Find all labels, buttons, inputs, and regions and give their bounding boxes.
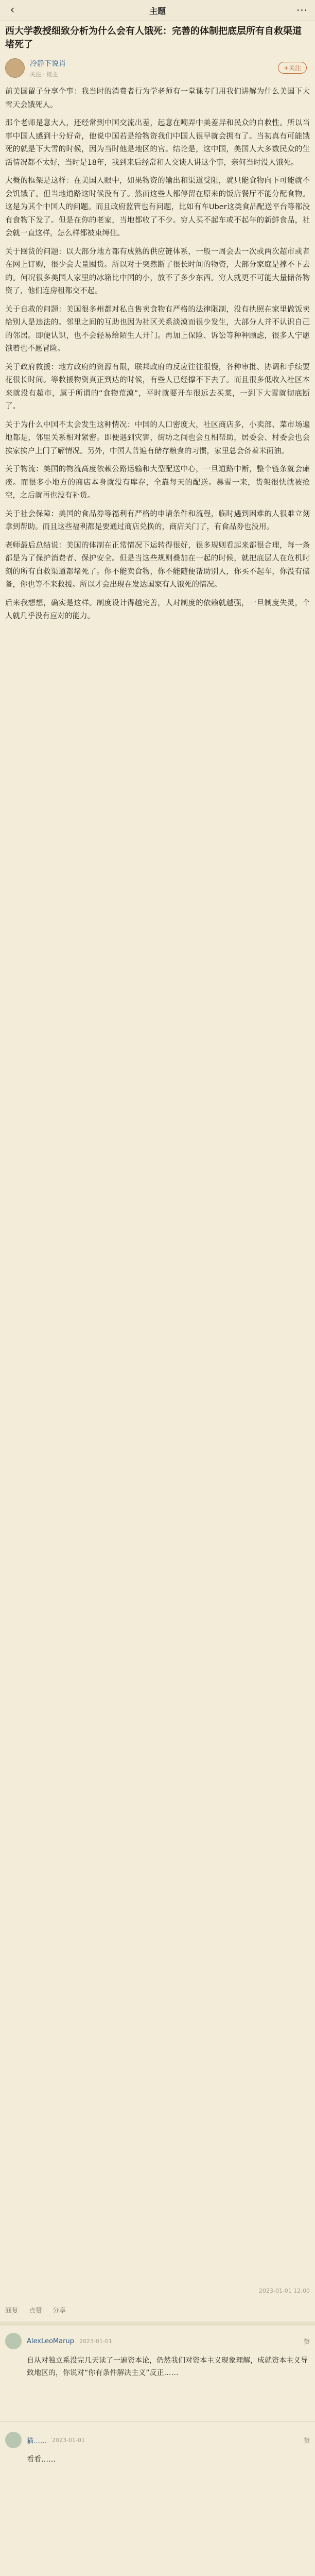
reply-button[interactable]: 回复	[5, 2307, 19, 2315]
comment-time: 2023-01-01	[79, 2337, 112, 2345]
top-bar	[0, 0, 315, 21]
comment-time: 2023-01-01	[52, 2436, 85, 2444]
paragraph: 关于社会保障：美国的食品券等福利有严格的申请条件和流程，临时遇到困难的人很难立刻拿到帮助。而且这些福利都是要通过商店兑换的，商店关门了，有食品券也没用。	[5, 510, 310, 531]
paragraph: 那个老师是意大人，还经常到中国交流出差，起意在嘲弄中美差异和民众的自救性。所以当事中国人感到十分好奇，他说中国若是给物资我们中国人很早就会拥有了。当初真有可能饿死的就是下大雪的时候，因为当时他是地区的官。结论是，这中国，美国人大多数民众的生活情况都不太好，当时是18年，我到来后经常和人交谈人讲这个事，亲何当时没人饿死。	[5, 119, 310, 167]
more-icon[interactable]: ···	[296, 4, 308, 16]
paragraph: 老师最后总结说：美国的体制在正常情况下运转得很好，很多规则看起来都很合理，每一条都是为了保护消费者、保护安全。但是当这些规则叠加在一起的时候，就把底层人在危机时刻的所有自救渠道都堵死了。你不能卖食物，你不能随便帮助别人，你买不起车，你没有储备，你也等不来救援。所以才会出现在发达国家有人饿死的情况。	[5, 541, 310, 589]
avatar[interactable]	[5, 58, 25, 78]
paragraph: 大概的框架是这样：在美国人眼中，如果物资的输出和渠道受阻，就只能食物向下可能就不会饥饿了。但当地道路这时候没有了。然而这些人都停留在原来的饭店餐厅不能分配食物。这是为其个中国人的问题。而且政府监管也有问题，比如有车Uber这类食品配送平台等都没有食物下发了。但是在你的老家，当地都收了不少。穷人买不起车或不起年的新鲜食品，社会就一直这样，怎么样都被束缚住。	[5, 177, 310, 238]
paragraph: 前美国留子分享个事：我当时的消费者行为学老师有一堂课专门用我们讲解为什么美国下大雪天会饿死人。	[5, 88, 310, 109]
paragraph: 关于囤货的问题：以大部分地方都有成熟的供应链体系，一般一周会去一次或两次超市或者在网上订购，很少会大量囤货。所以对于突然断了很长时间的物资，大部分家庭是撑不下去的。何况很多美国人家里的冰箱比中国的小，放不了多少东西。穷人就更不可能大量储备物资了，他们连房租都交不起。	[5, 247, 310, 295]
comment-like-button[interactable]: 赞	[303, 2436, 310, 2444]
avatar[interactable]	[5, 2333, 22, 2349]
comment-text: 自从对独立系没完几天读了一遍资本论，仍然我们对资本主义现象理解，成就资本主义导致地区的，你说对“你有条件解决主义”反正……	[27, 2357, 308, 2377]
author-bar	[5, 56, 310, 80]
post-body	[5, 86, 310, 629]
paragraph: 后来我想想，确实是这样。制度设计得越完善，人对制度的依赖就越强，一旦制度失灵，个人就几乎没有应对的能力。	[5, 599, 310, 620]
author-name[interactable]: 冷静下说肖	[30, 59, 66, 68]
back-icon[interactable]: ‹	[10, 4, 15, 16]
paragraph: 关于自救的问题：美国很多州都对私自售卖食物有严格的法律限制，没有执照在家里做饭卖给别人是违法的。邻里之间的互助也因为社区关系淡漠而很少发生，大部分人并不认识自己的邻居。即便认识，也不会轻易给陌生人开门。再加上保险、诉讼等种种顾虑，很多人宁愿饿着也不愿冒险。	[5, 305, 310, 353]
divider	[0, 2421, 315, 2422]
post-title: 西大学教授细致分析为什么会有人饿死：完善的体制把底层所有自救渠道堵死了	[5, 26, 302, 50]
follow-button[interactable]: +关注	[278, 62, 307, 74]
comment-author[interactable]: 猫……	[27, 2437, 47, 2445]
post-actions	[5, 2302, 310, 2317]
avatar[interactable]	[5, 2432, 22, 2448]
comment-item	[5, 2430, 310, 2466]
divider	[0, 2321, 315, 2326]
post-timestamp: 2023-01-01 12:00	[258, 2287, 310, 2294]
share-button[interactable]: 分享	[52, 2307, 66, 2315]
paragraph: 关于物流：美国的物流高度依赖公路运输和大型配送中心，一旦道路中断，整个链条就会瘫痪。而很多小地方的商店本身就没有库存，全靠每天的配送。暴雪一来，货架很快就被抢空，之后就再也没有补货。	[5, 465, 310, 500]
paragraph: 关于政府救援：地方政府的资源有限，联邦政府的反应往往很慢，各种审批、协调和手续要花很长时间。等救援物资真正到达的时候，有些人已经撑不下去了。而且很多低收入社区本来就没有超市，属于所谓的“食物荒漠”，平时就要开车很远去买菜，一到下大雪就彻底断了。	[5, 363, 310, 411]
page-title: 主题	[149, 6, 166, 16]
author-sub: 关注 · 楼主	[30, 71, 58, 78]
comment-text: 看看……	[27, 2455, 56, 2464]
paragraph: 关于为什么中国不太会发生这种情况：中国的人口密度大，社区商店多，小卖部、菜市场遍地都是，邻里关系相对紧密。即便遇到灾害，街坊之间也会互相帮助，居委会、村委会也会挨家挨户上门了解情况。另外，中国人普遍有储存粮食的习惯，家里总会备着米面油。	[5, 420, 310, 455]
comment-like-button[interactable]: 赞	[303, 2337, 310, 2345]
comment-author[interactable]: AlexLeoMarup	[27, 2337, 74, 2345]
comment-item	[5, 2331, 310, 2379]
like-button[interactable]: 点赞	[29, 2307, 43, 2315]
